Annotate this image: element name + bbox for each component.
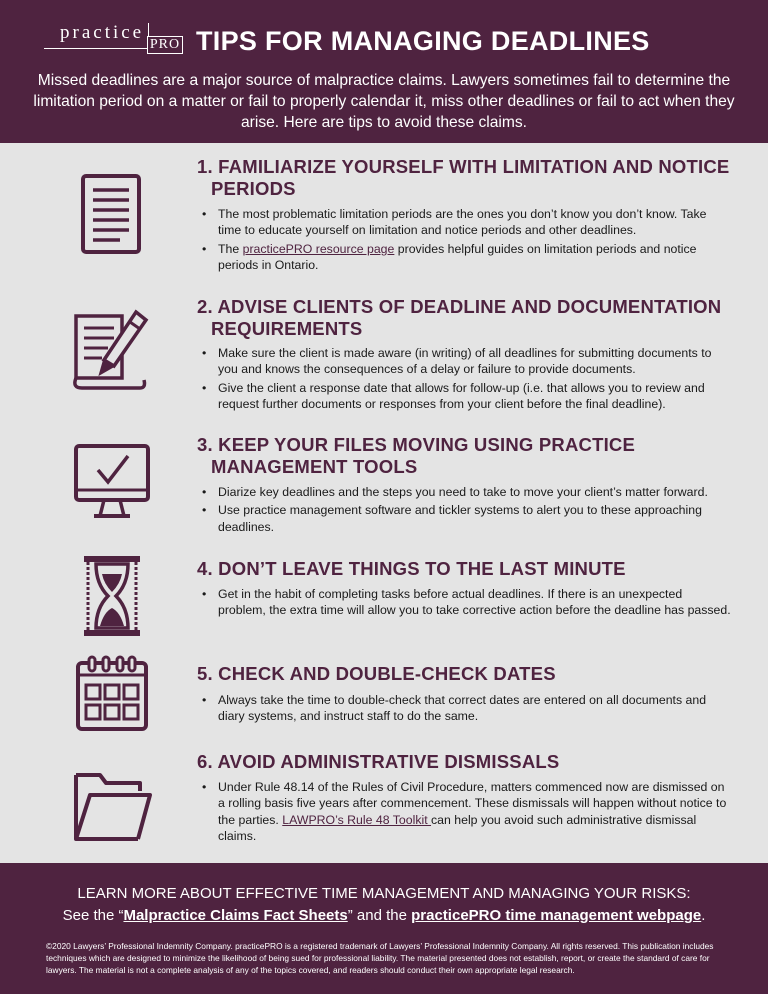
section-limitation-periods [0, 150, 768, 285]
calendar-icon [70, 653, 154, 737]
bullet-item: • Always take the time to double-check that correct dates are entered on all documents and diary systems, and instruct staff to do the same. [202, 692, 732, 725]
rule48-toolkit-link[interactable]: LAWPRO’s Rule 48 Toolkit [282, 812, 432, 827]
bullet-list [202, 484, 732, 537]
logo-wordmark: practice [60, 22, 145, 43]
section-check-dates [0, 655, 768, 735]
logo-pro-box: PRO [147, 36, 183, 54]
signing-pen-icon [70, 308, 154, 392]
section-title [197, 751, 737, 773]
section-administrative-dismissals [0, 745, 768, 855]
bullet-text: Under Rule 48.14 of the Rules of Civil Procedure, matters commenced now are dismissed on a rolling basis five years after commencement. These dismissals will happen without notice to the parties. [218, 780, 727, 827]
bullet-item [202, 241, 732, 274]
section-title-line1: 5. CHECK AND DOUBLE-CHECK DATES [197, 663, 556, 684]
section-title-line1: 6. AVOID ADMINISTRATIVE DISMISSALS [197, 751, 560, 772]
bullet-item: • Use practice management software and tickler systems to alert you to these approaching deadlines. [202, 502, 732, 535]
section-title [197, 663, 737, 685]
document-icon [70, 172, 154, 256]
footer-links-line [0, 907, 768, 924]
section-title-line2: REQUIREMENTS [211, 318, 363, 339]
logo-underline [44, 48, 156, 49]
practicepro-logo [44, 22, 184, 56]
bullet-item: • Make sure the client is made aware (in writing) of all deadlines for submitting documents to you and knows the consequences of a delay or failure to provide documents. [202, 345, 732, 378]
section-title-line2: PERIODS [211, 178, 296, 199]
page-title: TIPS FOR MANAGING DEADLINES [196, 26, 650, 56]
fact-sheets-link[interactable]: Malpractice Claims Fact Sheets [123, 907, 348, 924]
bullet-item: • Give the client a response date that allows for follow-up (i.e. that allows you to review and request further documents or responses from your client before the final deadline). [202, 380, 732, 413]
bullet-text: can help you avoid such administrative dismissal claims. [218, 812, 697, 844]
time-management-webpage-link[interactable]: practicePRO time management webpage [411, 907, 702, 924]
bullet-list [202, 692, 732, 727]
folder-icon [70, 761, 154, 845]
bullet-list [202, 586, 732, 621]
section-advise-clients [0, 290, 768, 420]
section-practice-tools [0, 428, 768, 548]
hourglass-icon [70, 554, 154, 638]
bullet-list [202, 206, 732, 276]
bullet-item: • Diarize key deadlines and the steps you need to take to move your client’s matter forward. [202, 484, 732, 500]
section-title [197, 296, 737, 340]
header-banner [0, 0, 768, 143]
section-title [197, 434, 737, 478]
bullet-text: provides helpful guides on limitation periods and notice periods in Ontario. [218, 241, 697, 273]
footer-text: . [701, 907, 706, 924]
footer-text: ” and the [347, 907, 412, 924]
footer-heading: LEARN MORE ABOUT EFFECTIVE TIME MANAGEMENT AND MANAGING YOUR RISKS: [77, 885, 691, 902]
section-title-line1: 3. KEEP YOUR FILES MOVING USING PRACTICE [197, 434, 636, 455]
monitor-checkmark-icon [70, 440, 154, 524]
bullet-text: The [218, 241, 243, 256]
section-last-minute [0, 552, 768, 652]
legal-disclaimer: ©2020 Lawyers’ Professional Indemnity Company. practicePRO is a registered trademark of Lawyers’ Professional Indemnity Company. All rights reserved. This publication includes techniques which are designed to minimize the likelihood of being sued for professional liability. The material presented does not establish, report, or create the standard of care for lawyers. The material is not a complete analysis of any of the topics covered, and readers should conduct their own appropriate legal research. [46, 941, 714, 975]
section-title-line2: MANAGEMENT TOOLS [211, 456, 418, 477]
section-title-line1: 2. ADVISE CLIENTS OF DEADLINE AND DOCUMENTATION [197, 296, 722, 317]
footer-banner [0, 863, 768, 994]
bullet-list [202, 779, 732, 847]
resource-page-link[interactable]: practicePRO resource page [242, 241, 395, 256]
bullet-list [202, 345, 732, 415]
section-title [197, 156, 737, 200]
bullet-item: • The most problematic limitation periods are the ones you don’t know you don’t know. Take time to educate yourself on limitation and notice periods and other deadlines. [202, 206, 732, 239]
section-title-line1: 1. FAMILIARIZE YOURSELF WITH LIMITATION AND NOTICE [197, 156, 730, 177]
section-title [197, 558, 737, 580]
intro-text: Missed deadlines are a major source of malpractice claims. Lawyers sometimes fail to determine the limitation period on a matter or fail to properly calendar it, miss other deadlines or fail to act when they arise. Here are tips to avoid these claims. [33, 72, 735, 131]
footer-text: See the “ [62, 907, 124, 924]
section-title-line1: 4. DON’T LEAVE THINGS TO THE LAST MINUTE [197, 558, 626, 579]
bullet-item [202, 779, 732, 845]
bullet-item: • Get in the habit of completing tasks before actual deadlines. If there is an unexpected problem, the extra time will allow you to take corrective action before the deadline has passed. [202, 586, 732, 619]
